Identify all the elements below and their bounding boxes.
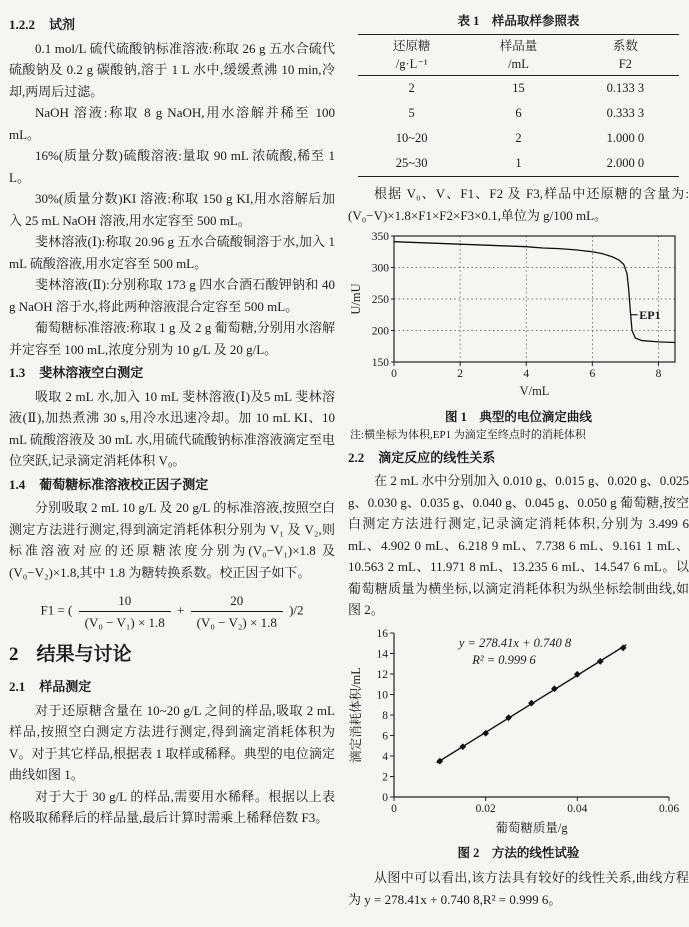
svg-text:350: 350 bbox=[371, 231, 389, 243]
figure1-caption: 图 1 典型的电位滴定曲线 bbox=[445, 409, 592, 424]
svg-text:8: 8 bbox=[655, 368, 662, 380]
table-header-sample-amount: 样品量 /mL bbox=[465, 35, 572, 76]
svg-text:EP1: EP1 bbox=[639, 307, 661, 322]
paragraph: 对于大于 30 g/L 的样品,需要用水稀释。根据以上表格吸取稀释后的样品量,最后计算时需乘上稀释倍数 F3。 bbox=[9, 788, 335, 825]
svg-text:250: 250 bbox=[371, 294, 389, 306]
table1-sampling-reference bbox=[358, 34, 679, 177]
svg-text:14: 14 bbox=[376, 648, 388, 660]
svg-text:U/mU: U/mU bbox=[349, 283, 363, 315]
svg-text:y = 278.41x + 0.740 8: y = 278.41x + 0.740 8 bbox=[458, 635, 572, 650]
paragraph: 从图中可以看出,该方法具有较好的线性关系,曲线方程为 y = 278.41x + 0.740 8,R² = 0.999 6。 bbox=[348, 870, 689, 907]
section-title: 滴定反应的线性关系 bbox=[378, 449, 496, 465]
paragraph: 吸取 2 mL 水,加入 10 mL 斐林溶液(Ⅰ)及5 mL 斐林溶液(Ⅱ),加热煮沸 30 s,用冷水迅速冷却。加 10 mL KI、10 mL 硫酸溶液及 30 mL 水,用硫代硫酸钠标准溶液滴定至电位突跃,记录滴定消耗体积 V₀。 bbox=[9, 388, 335, 468]
table-cell: 1 bbox=[515, 156, 522, 170]
figure2 bbox=[348, 625, 689, 864]
paragraph: 在 2 mL 水中分别加入 0.010 g、0.015 g、0.020 g、0.025 g、0.030 g、0.035 g、0.040 g、0.045 g、0.050 g 葡萄糖,按空白测定方法进行测定,记录滴定消耗体积,分别为 3.499 6 mL、4.902 0 mL、6.218 9 mL、7.738 6 mL、9.161 1 mL、10.563 2 mL、11.971 8 mL、13.235 6 mL、14.547 6 mL。以葡萄糖质量为横坐标,以滴定消耗体积为纵坐标绘制曲线,如图 2。 bbox=[348, 473, 689, 617]
fraction-numerator: 10 bbox=[79, 591, 171, 612]
fraction-numerator: 20 bbox=[191, 591, 283, 612]
svg-text:0.04: 0.04 bbox=[567, 802, 588, 815]
table-cell: 0.133 3 bbox=[606, 81, 645, 95]
table-header-row bbox=[358, 35, 679, 76]
svg-text:4: 4 bbox=[523, 368, 530, 380]
section-title: 斐林溶液空白测定 bbox=[39, 365, 144, 380]
formula-fraction-2 bbox=[191, 591, 283, 632]
svg-text:2: 2 bbox=[382, 771, 388, 783]
figure2-caption: 图 2 方法的线性试验 bbox=[457, 846, 580, 860]
paragraph: 根据 V₀、V、F1、F2 及 F3,样品中还原糖的含量为:(V₀−V)×1.8×F1×F2×F3×0.1,单位为 g/100 mL。 bbox=[348, 186, 689, 223]
table-row bbox=[358, 126, 679, 151]
section-number: 2.2 bbox=[348, 449, 365, 465]
svg-text:200: 200 bbox=[371, 325, 389, 338]
formula-lhs: F1 = ( bbox=[40, 602, 73, 618]
table-row bbox=[358, 151, 679, 177]
section-number: 2.1 bbox=[9, 679, 26, 694]
fraction-denominator: (V₀ − V₂) × 1.8 bbox=[196, 615, 277, 630]
table-row bbox=[358, 101, 679, 126]
section-number: 1.3 bbox=[9, 365, 26, 380]
svg-text:滴定消耗体积/mL: 滴定消耗体积/mL bbox=[349, 666, 363, 763]
fraction-denominator: (V₀ − V₁) × 1.8 bbox=[84, 615, 165, 630]
left-column bbox=[9, 12, 335, 910]
paragraph: 0.1 mol/L 硫代硫酸钠标准溶液:称取 26 g 五水合硫代硫酸钠及 0.2 g 碳酸钠,溶于 1 L 水中,缓缓煮沸 10 min,冷却,两周后过滤。 bbox=[9, 40, 335, 99]
svg-text:16: 16 bbox=[376, 627, 388, 640]
table-cell: 1.000 0 bbox=[606, 131, 645, 145]
section-title: 试剂 bbox=[49, 17, 76, 32]
svg-text:0.02: 0.02 bbox=[475, 802, 496, 815]
svg-text:8: 8 bbox=[382, 709, 388, 722]
table-header-reducing-sugar: 还原糖 /g·L⁻¹ bbox=[358, 35, 465, 76]
table-cell: 25~30 bbox=[395, 156, 428, 170]
paragraph: 葡萄糖标准溶液:称取 1 g 及 2 g 葡萄糖,分别用水溶解并定容至 100 mL,浓度分别为 10 g/L 及 20 g/L。 bbox=[9, 320, 335, 357]
svg-text:0: 0 bbox=[391, 802, 397, 815]
formula-plus: + bbox=[177, 602, 185, 618]
section-number: 1.4 bbox=[9, 476, 26, 492]
svg-text:300: 300 bbox=[371, 262, 389, 275]
table-cell: 2 bbox=[408, 81, 415, 95]
section-number: 1.2.2 bbox=[9, 17, 35, 32]
paragraph: NaOH 溶液:称取 8 g NaOH,用水溶解并稀至 100 mL。 bbox=[9, 105, 335, 142]
paragraph: 斐林溶液(Ⅱ):分别称取 173 g 四水合酒石酸钾钠和 40 g NaOH 溶于水,将此两种溶液混合定容至 500 mL。 bbox=[9, 277, 335, 314]
svg-text:葡萄糖质量/g: 葡萄糖质量/g bbox=[495, 820, 568, 835]
svg-text:6: 6 bbox=[382, 730, 388, 742]
table1-title: 表 1 样品取样参照表 bbox=[457, 14, 580, 28]
table-header-coefficient: 系数 F2 bbox=[572, 35, 679, 76]
svg-text:150: 150 bbox=[371, 357, 389, 369]
figure2-linearity-plot bbox=[348, 625, 687, 837]
svg-text:0: 0 bbox=[382, 791, 388, 804]
section-heading-1-2-2 bbox=[9, 14, 335, 36]
section-title: 葡萄糖标准溶液校正因子测定 bbox=[39, 476, 209, 492]
svg-text:12: 12 bbox=[376, 668, 388, 681]
paragraph: 分别吸取 2 mL 10 g/L 及 20 g/L 的标准溶液,按照空白测定方法进行测定,得到滴定消耗体积分别为 V₁ 及 V₂,则标准溶液对应的还原糖浓度分别为(V₀−V₁)×1.8 及(V₀−V₂)×1.8,其中 1.8 为糖转换系数。校正因子如下。 bbox=[9, 500, 335, 580]
table-cell: 10~20 bbox=[395, 131, 428, 145]
svg-text:0.06: 0.06 bbox=[658, 802, 680, 815]
section-heading-1-4 bbox=[9, 474, 335, 496]
table-cell: 15 bbox=[512, 81, 525, 95]
paragraph: 斐林溶液(Ⅰ):称取 20.96 g 五水合硫酸铜溶于水,加入 1 mL 硫酸溶液,用水定容至 500 mL。 bbox=[9, 234, 335, 271]
table-cell: 2.000 0 bbox=[606, 156, 645, 170]
paragraph: 30%(质量分数)KI 溶液:称取 150 g KI,用水溶解后加入 25 mL NaOH 溶液,用水定容至 500 mL。 bbox=[9, 191, 335, 228]
svg-text:R² = 0.999 6: R² = 0.999 6 bbox=[472, 652, 536, 667]
paragraph: 16%(质量分数)硫酸溶液:量取 90 mL 浓硫酸,稀至 1 L。 bbox=[9, 148, 335, 185]
figure1-note: 注:横坐标为体积,EP1 为滴定至终点时的消耗体积 bbox=[350, 428, 586, 441]
figure1 bbox=[348, 230, 689, 443]
section-heading-2-2 bbox=[348, 447, 689, 469]
section-title: 样品测定 bbox=[39, 679, 92, 694]
figure1-titration-curve-plot bbox=[348, 230, 687, 400]
svg-text:10: 10 bbox=[376, 689, 388, 701]
formula-F1 bbox=[9, 591, 335, 632]
svg-text:0: 0 bbox=[391, 368, 397, 380]
formula-rhs: )/2 bbox=[289, 602, 304, 618]
section-heading-1-3 bbox=[9, 362, 335, 384]
section-heading-2-1 bbox=[9, 676, 335, 698]
paragraph: 对于还原糖含量在 10~20 g/L 之间的样品,吸取 2 mL 样品,按照空白测定方法进行测定,得到滴定消耗体积为 V。对于其它样品,根据表 1 取样或稀释。典型的电位滴定曲线如图 1。 bbox=[9, 702, 335, 782]
section-number: 2 bbox=[9, 644, 19, 665]
table-row bbox=[358, 76, 679, 102]
right-column bbox=[348, 12, 689, 910]
svg-text:4: 4 bbox=[382, 750, 388, 763]
formula-fraction-1 bbox=[79, 591, 171, 632]
svg-text:6: 6 bbox=[589, 368, 596, 380]
svg-text:2: 2 bbox=[457, 368, 463, 380]
table-cell: 6 bbox=[515, 106, 522, 120]
table-cell: 2 bbox=[515, 131, 522, 145]
section-title: 结果与讨论 bbox=[36, 644, 132, 665]
section-heading-2 bbox=[9, 642, 335, 668]
table-cell: 0.333 3 bbox=[606, 106, 645, 120]
svg-text:V/mL: V/mL bbox=[519, 384, 550, 398]
table-cell: 5 bbox=[408, 106, 415, 120]
